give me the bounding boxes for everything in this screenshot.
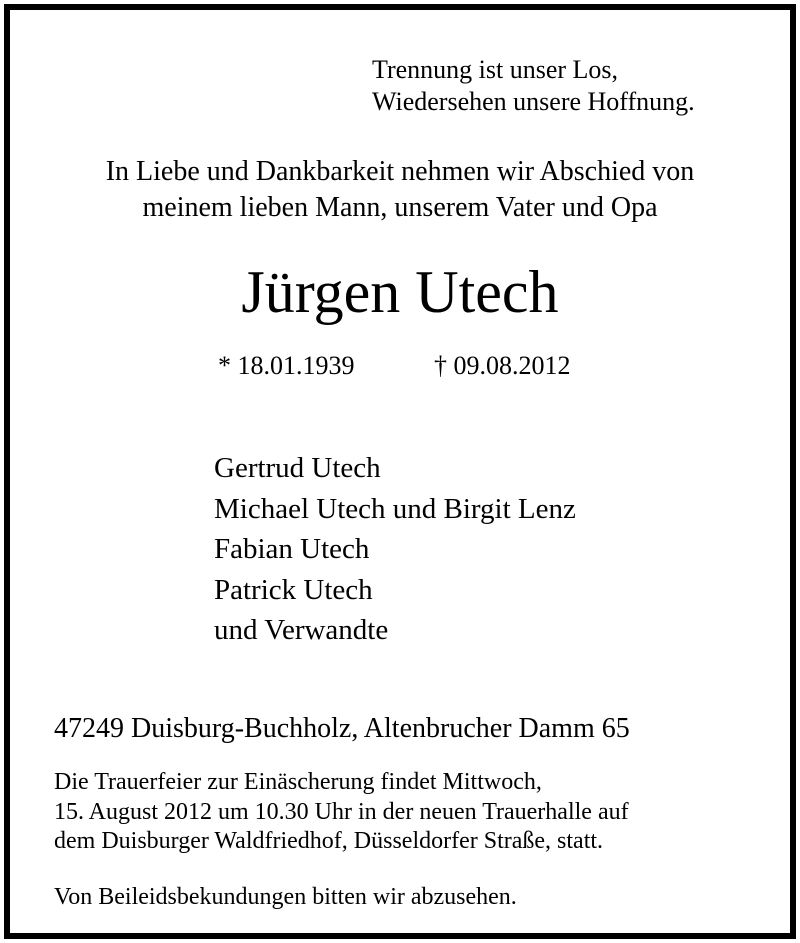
motto-line: Wiedersehen unsere Hoffnung. xyxy=(372,87,695,116)
family-address: 47249 Duisburg-Buchholz, Altenbrucher Damm 65 xyxy=(54,713,630,744)
motto xyxy=(372,54,695,118)
mourner-name: und Verwandte xyxy=(214,614,389,646)
mourner-name: Michael Utech und Birgit Lenz xyxy=(214,492,576,525)
intro-line: meinem lieben Mann, unserem Vater und Opa xyxy=(142,192,658,223)
mourner-name: Gertrud Utech xyxy=(214,452,381,484)
motto-line: Trennung ist unser Los, xyxy=(372,55,619,84)
deceased-name: Jürgen Utech xyxy=(241,259,559,325)
obituary-notice xyxy=(4,4,796,939)
mourner-name: Patrick Utech xyxy=(214,573,373,606)
ceremony-line: Die Trauerfeier zur Einäscherung findet Mittwoch, xyxy=(54,769,542,795)
mourners-list xyxy=(214,448,576,651)
ceremony-line: dem Duisburger Waldfriedhof, Düsseldorfer Straße, statt. xyxy=(54,828,604,854)
mourner-name: Fabian Utech xyxy=(214,533,370,565)
closing-note: Von Beileidsbekundungen bitten wir abzusehen. xyxy=(54,884,517,910)
birth-date: * 18.01.1939 xyxy=(218,351,355,380)
ceremony-line: 15. August 2012 um 10.30 Uhr in der neuen Trauerhalle auf xyxy=(54,798,629,825)
intro-line: In Liebe und Dankbarkeit nehmen wir Abschied von xyxy=(105,156,695,187)
ceremony-info xyxy=(54,768,629,857)
intro-text xyxy=(10,154,790,226)
death-date: † 09.08.2012 xyxy=(434,351,571,380)
